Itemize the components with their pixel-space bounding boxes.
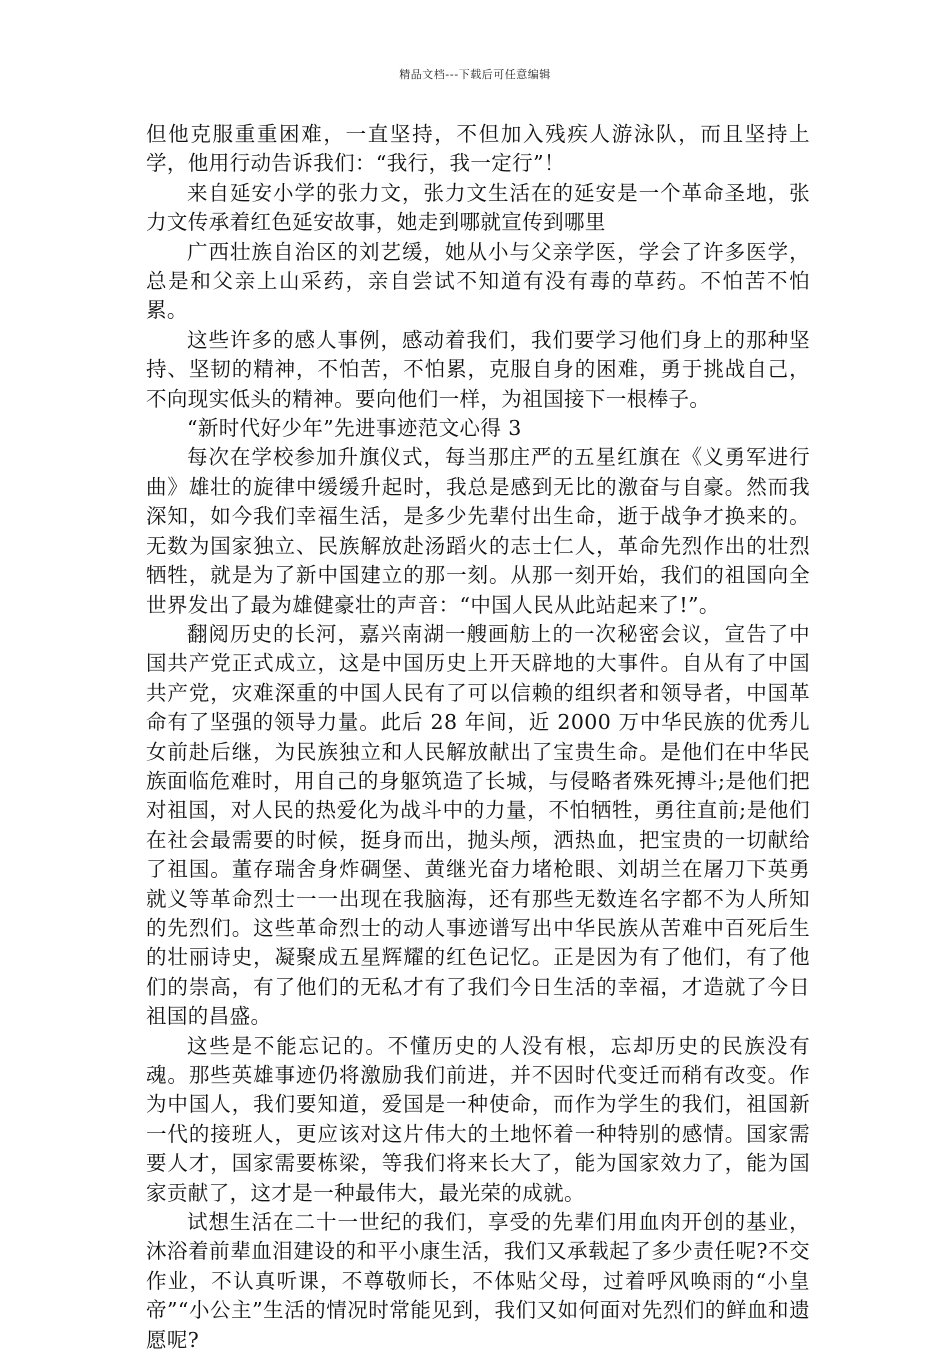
paragraph: 这些许多的感人事例，感动着我们，我们要学习他们身上的那种坚持、坚韧的精神，不怕苦，不怕累，克服自身的困难，勇于挑战自己，不向现实低头的精神。要向他们一样，为祖国接下一根棒子。 xyxy=(146,327,810,411)
paragraph: 来自延安小学的张力文，张力文生活在的延安是一个革命圣地，张力文传承着红色延安故事，她走到哪就宣传到哪里 xyxy=(146,180,810,235)
paragraph: 每次在学校参加升旗仪式，每当那庄严的五星红旗在《义勇军进行曲》雄壮的旋律中缓缓升起时，我总是感到无比的激奋与自豪。然而我深知，如今我们幸福生活，是多少先辈付出生命，逝于战争才换来的。无数为国家独立、民族解放赴汤蹈火的志士仁人，革命先烈作出的壮烈牺牲，就是为了新中国建立的那一刻。从那一刻开始，我们的祖国向全世界发出了最为雄健豪壮的声音：“中国人民从此站起来了!”。 xyxy=(146,445,810,617)
paragraph: 这些是不能忘记的。不懂历史的人没有根，忘却历史的民族没有魂。那些英雄事迹仍将激励我们前进，并不因时代变迁而稍有改变。作为中国人，我们要知道，爱国是一种使命，而作为学生的我们，祖国新一代的接班人，更应该对这片伟大的土地怀着一种特别的感情。国家需要人才，国家需要栋梁，等我们将来长大了，能为国家效力了，能为国家贡献了，这才是一种最伟大，最光荣的成就。 xyxy=(146,1033,810,1205)
paragraph: 试想生活在二十一世纪的我们，享受的先辈们用血肉开创的基业，沐浴着前辈血泪建设的和平小康生活，我们又承载起了多少责任呢?不交作业，不认真听课，不尊敬师长，不体贴父母，过着呼风唤雨的“小皇帝”“小公主”生活的情况时常能见到，我们又如何面对先烈们的鲜血和遗愿呢? xyxy=(146,1210,810,1352)
document-body xyxy=(146,120,810,1355)
paragraph: 广西壮族自治区的刘艺缓，她从小与父亲学医，学会了许多医学，总是和父亲上山采药，亲自尝试不知道有没有毒的草药。不怕苦不怕累。 xyxy=(146,239,810,323)
paragraph-continuation: 但他克服重重困难，一直坚持，不但加入残疾人游泳队，而且坚持上学，他用行动告诉我们：“我行，我一定行”！ xyxy=(146,122,810,176)
paragraph: 翻阅历史的长河，嘉兴南湖一艘画舫上的一次秘密会议，宣告了中国共产党正式成立，这是中国历史上开天辟地的大事件。自从有了中国共产党，灾难深重的中国人民有了可以信赖的组织者和领导者，中国革命有了坚强的领导力量。此后 28 年间，近 2000 万中华民族的优秀儿女前赴后继，为民族独立和人民解放献出了宝贵生命。是他们在中华民族面临危难时，用自己的身躯筑造了长城，与侵略者殊死搏斗;是他们把对祖国，对人民的热爱化为战斗中的力量，不怕牺牲，勇往直前;是他们在社会最需要的时候，挺身而出，抛头颅，洒热血，把宝贵的一切献给了祖国。董存瑞舍身炸碉堡、黄继光奋力堵枪眼、刘胡兰在屠刀下英勇就义等革命烈士一一出现在我脑海，还有那些无数连名字都不为人所知的先烈们。这些革命烈士的动人事迹谱写出中华民族从苦难中百死后生的壮丽诗史，凝聚成五星辉耀的红色记忆。正是因为有了他们，有了他们的崇高，有了他们的无私才有了我们今日生活的幸福，才造就了今日祖国的昌盛。 xyxy=(146,621,810,1029)
page-header: 精品文档---下载后可任意编辑 xyxy=(399,68,551,81)
section-title: “新时代好少年”先进事迹范文心得 3 xyxy=(187,416,522,441)
